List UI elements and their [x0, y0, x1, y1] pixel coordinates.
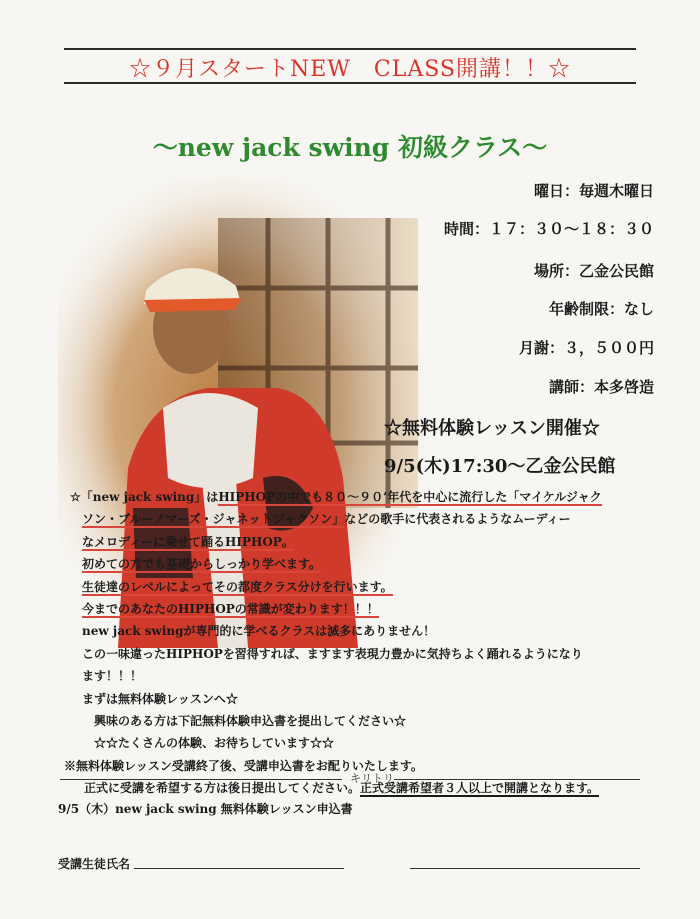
info-place: 場所：乙金公民館	[533, 262, 654, 280]
desc-line	[70, 688, 670, 710]
info-day: 曜日：毎週木曜日	[533, 182, 654, 200]
desc-text: まずは無料体験レッスンへ☆	[82, 691, 238, 706]
desc-text: ※無料体験レッスン受講終了後、受講申込書をお配りいたします。	[64, 758, 423, 773]
desc-text: ます！！！	[82, 669, 143, 684]
desc-text: 正式に受講を希望する方は後日提出してください。	[84, 781, 361, 796]
desc-line	[70, 531, 670, 553]
desc-line	[70, 508, 670, 530]
headline-bottom-rule	[64, 82, 636, 84]
info-teacher: 講師：本多啓造	[548, 378, 654, 396]
class-title: ～new jack swing 初級クラス～	[152, 133, 548, 162]
form-title: 9/5（木）new jack swing 無料体験レッスン申込書	[58, 802, 353, 816]
info-time: 時間：１７：３０～１８：３０	[443, 220, 654, 238]
desc-line	[70, 576, 670, 598]
desc-text-underlined: 初めての方でも基礎からしっかり学べます。	[82, 557, 322, 572]
desc-line	[70, 665, 670, 687]
headline: ☆９月スタートNEW CLASS開講！！☆	[128, 57, 571, 82]
desc-line	[70, 553, 670, 575]
second-entry-field[interactable]	[410, 868, 640, 869]
headline-top-rule	[64, 48, 636, 50]
cut-label: キリトリ	[350, 772, 394, 785]
desc-text: new jack swingが専門的に学べるクラスは滅多にありません！	[82, 624, 436, 639]
info-age: 年齢制限：なし	[548, 300, 654, 318]
desc-text: ☆「new jack swing」は	[70, 490, 219, 504]
desc-line	[70, 486, 670, 508]
desc-line	[70, 643, 670, 665]
desc-text-underlined: なメロディーに乗せて踊るHIPHOP。	[82, 534, 294, 549]
desc-text-underlined: ソン・ブルーノマーズ・ジャネットジャクソン」	[82, 512, 345, 527]
desc-line	[70, 620, 670, 642]
cut-line	[60, 770, 640, 786]
student-name-field[interactable]	[134, 868, 344, 869]
desc-text-underlined: 正式受講希望者３人以上で開講となります。	[360, 781, 600, 796]
desc-text: この一味違ったHIPHOPを習得すれば、ますます表現力豊かに気持ちよく踊れるようになり	[82, 646, 583, 661]
desc-text-underlined: 今までのあなたのHIPHOPの常識が変わります！！！	[82, 601, 379, 616]
info-fee: 月謝：３，５００円	[518, 339, 654, 357]
trial-lesson-date: 9/5(木)17:30～乙金公民館	[384, 456, 616, 477]
student-name-label: 受講生徒氏名	[58, 857, 131, 871]
desc-text: などの歌手に代表されるようなムーディー	[344, 512, 571, 527]
desc-line	[70, 710, 670, 732]
desc-text: 興味のある方は下記無料体験申込書を提出してください☆	[94, 713, 407, 728]
desc-line	[70, 598, 670, 620]
trial-lesson-heading: ☆無料体験レッスン開催☆	[384, 418, 600, 439]
desc-line	[70, 732, 670, 754]
desc-text: ☆☆たくさんの体験、お待ちしています☆☆	[94, 736, 335, 751]
cut-line-left	[60, 779, 342, 780]
desc-text-underlined: HIPHOPの中でも８０～９０’年代を中心に流行した「マイケルジャク	[218, 490, 602, 504]
description	[64, 486, 670, 799]
desc-text-underlined: 生徒達のレベルによってその都度クラス分けを行います。	[82, 579, 393, 594]
cut-line-right	[394, 779, 640, 780]
